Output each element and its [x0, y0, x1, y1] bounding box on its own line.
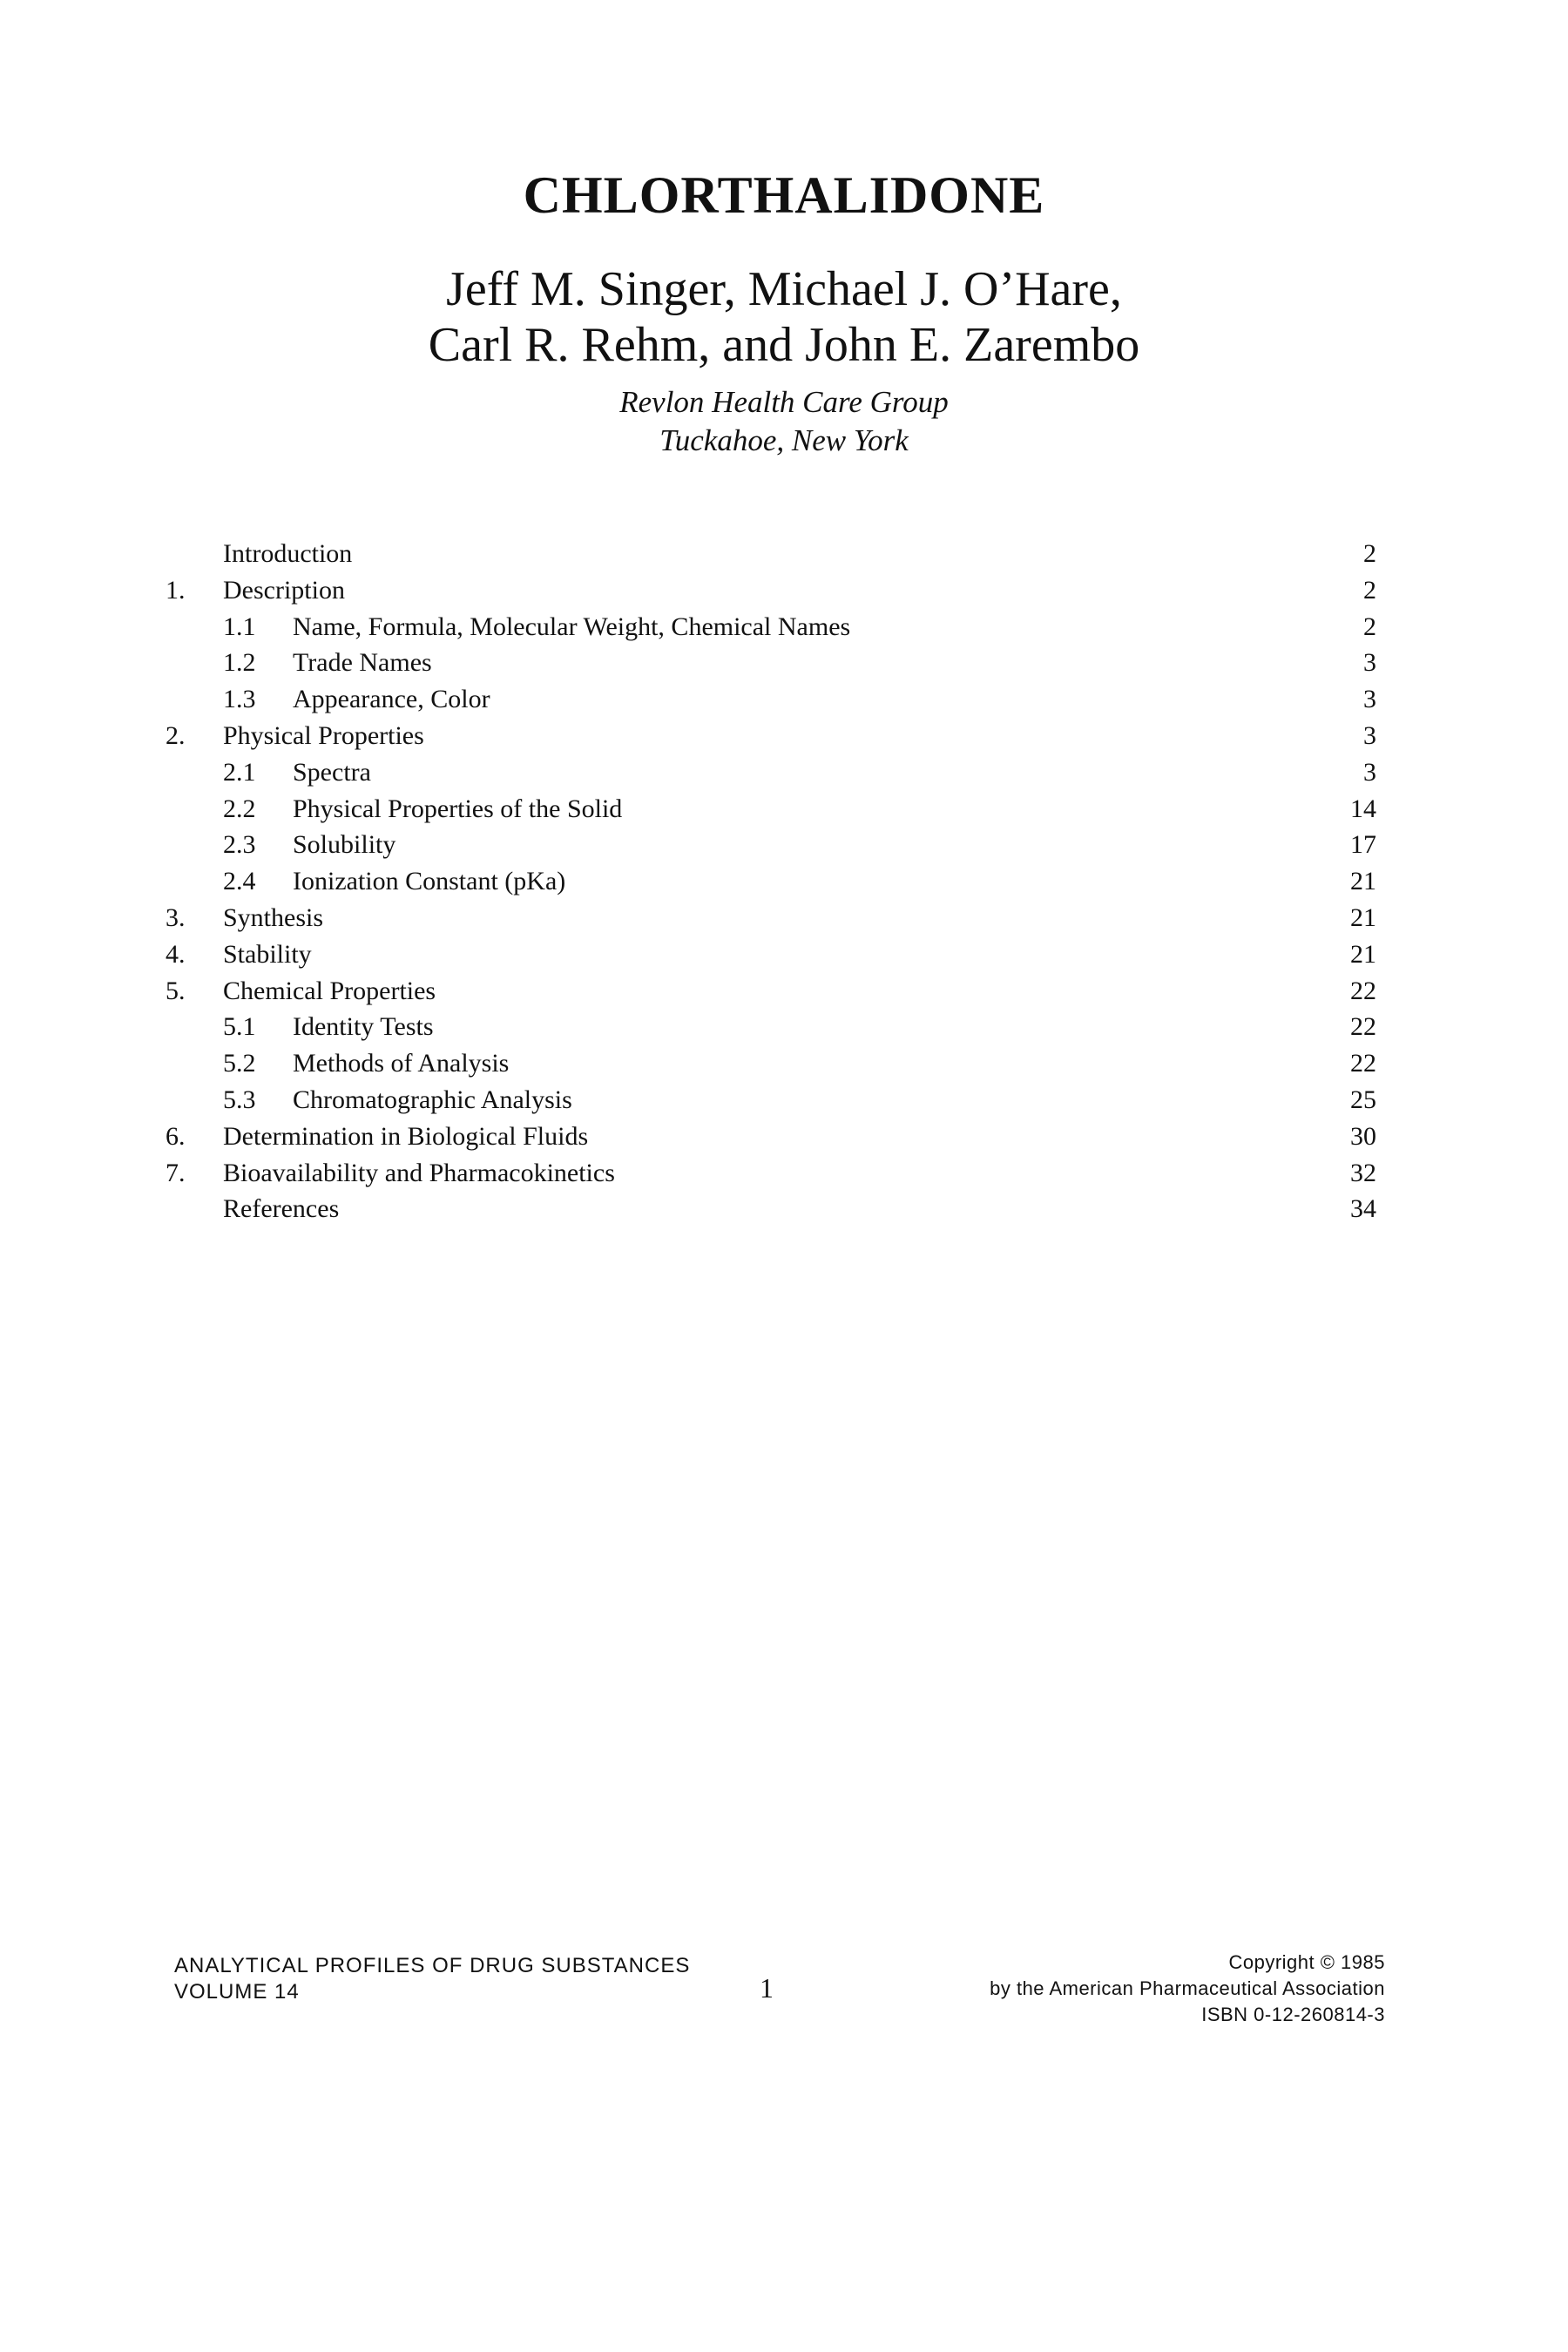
toc-entry-title: Bioavailability and Pharmacokinetics [223, 1158, 615, 1187]
toc-section-number: 3. [166, 902, 186, 932]
toc-entry-title: Appearance, Color [293, 685, 490, 714]
toc-entry [166, 572, 1376, 609]
toc-entry-title: References [223, 1194, 340, 1224]
toc-page-number: 25 [1350, 1085, 1376, 1114]
toc-entry-title: Chromatographic Analysis [293, 1085, 572, 1114]
toc-subsection-number: 2.4 [223, 867, 256, 896]
toc-page-number: 21 [1350, 939, 1376, 969]
toc-entry-title: Description [223, 575, 345, 605]
copyright-holder: by the American Pharmaceutical Association [990, 1977, 1385, 1999]
toc-entry [166, 536, 1376, 572]
toc-page-number: 17 [1350, 830, 1376, 860]
toc-section-number: 4. [166, 939, 186, 969]
toc-section-number: 7. [166, 1158, 186, 1187]
toc-entry-title: Synthesis [223, 902, 324, 932]
toc-section-number: 1. [166, 575, 186, 605]
toc-page-number: 2 [1363, 575, 1376, 605]
toc-entry [166, 609, 1376, 645]
toc-section-number: 2. [166, 720, 186, 750]
copyright-year: Copyright © 1985 [1228, 1951, 1385, 1973]
toc-entry [166, 645, 1376, 681]
toc-entry [166, 1082, 1376, 1119]
toc-subsection-number: 1.2 [223, 648, 256, 678]
toc-page-number: 30 [1350, 1121, 1376, 1151]
toc-page-number: 2 [1363, 539, 1376, 568]
toc-subsection-number: 1.1 [223, 612, 256, 641]
toc-page-number: 3 [1363, 648, 1376, 678]
toc-section-number: 5. [166, 976, 186, 1005]
page-number: 1 [760, 1972, 774, 2004]
toc-page-number: 14 [1350, 794, 1376, 823]
toc-entry-title: Trade Names [293, 648, 432, 678]
toc-entry [166, 1045, 1376, 1082]
toc-page-number: 32 [1350, 1158, 1376, 1187]
table-of-contents [166, 536, 1376, 1227]
series-title: ANALYTICAL PROFILES OF DRUG SUBSTANCES [174, 1954, 691, 1977]
toc-entry [166, 936, 1376, 973]
toc-entry [166, 754, 1376, 791]
toc-entry-title: Determination in Biological Fluids [223, 1121, 589, 1151]
toc-entry [166, 791, 1376, 828]
toc-entry-title: Name, Formula, Molecular Weight, Chemical Names [293, 612, 851, 641]
toc-entry [166, 718, 1376, 754]
toc-page-number: 3 [1363, 685, 1376, 714]
authors-line: Jeff M. Singer, Michael J. O’Hare, [446, 262, 1122, 316]
toc-page-number: 22 [1350, 1049, 1376, 1078]
authors-line: Carl R. Rehm, and John E. Zarembo [428, 318, 1140, 372]
toc-entry [166, 1191, 1376, 1227]
toc-entry-title: Identity Tests [293, 1012, 434, 1042]
toc-subsection-number: 5.2 [223, 1049, 256, 1078]
affiliation-line: Tuckahoe, New York [659, 423, 909, 457]
toc-subsection-number: 2.1 [223, 757, 256, 787]
toc-entry-title: Spectra [293, 757, 371, 787]
toc-entry-title: Introduction [223, 539, 353, 568]
toc-subsection-number: 2.3 [223, 830, 256, 860]
series-volume: VOLUME 14 [174, 1980, 300, 2004]
toc-entry [166, 681, 1376, 718]
author-list [0, 261, 1568, 373]
toc-subsection-number: 5.1 [223, 1012, 256, 1042]
toc-entry [166, 973, 1376, 1010]
toc-entry-title: Solubility [293, 830, 396, 860]
affiliation-line: Revlon Health Care Group [619, 385, 949, 419]
toc-entry [166, 1155, 1376, 1192]
copyright-block [990, 1950, 1385, 2028]
toc-entry-title: Methods of Analysis [293, 1049, 510, 1078]
toc-page-number: 34 [1350, 1194, 1376, 1224]
toc-entry-title: Chemical Properties [223, 976, 436, 1005]
toc-page-number: 22 [1350, 1012, 1376, 1042]
toc-entry [166, 900, 1376, 936]
series-info [174, 1953, 690, 2005]
toc-entry-title: Physical Properties [223, 720, 424, 750]
toc-page-number: 3 [1363, 720, 1376, 750]
toc-entry [166, 863, 1376, 900]
toc-entry-title: Stability [223, 939, 312, 969]
toc-subsection-number: 2.2 [223, 794, 256, 823]
isbn: ISBN 0-12-260814-3 [1201, 2004, 1385, 2025]
toc-entry [166, 827, 1376, 863]
toc-page-number: 2 [1363, 612, 1376, 641]
affiliation [0, 383, 1568, 460]
toc-page-number: 21 [1350, 867, 1376, 896]
toc-page-number: 22 [1350, 976, 1376, 1005]
toc-page-number: 21 [1350, 902, 1376, 932]
toc-subsection-number: 1.3 [223, 685, 256, 714]
toc-entry-title: Ionization Constant (pKa) [293, 867, 566, 896]
toc-section-number: 6. [166, 1121, 186, 1151]
toc-entry [166, 1119, 1376, 1155]
toc-page-number: 3 [1363, 757, 1376, 787]
toc-entry [166, 1009, 1376, 1045]
toc-entry-title: Physical Properties of the Solid [293, 794, 623, 823]
page-title: CHLORTHALIDONE [523, 166, 1045, 224]
toc-subsection-number: 5.3 [223, 1085, 256, 1114]
